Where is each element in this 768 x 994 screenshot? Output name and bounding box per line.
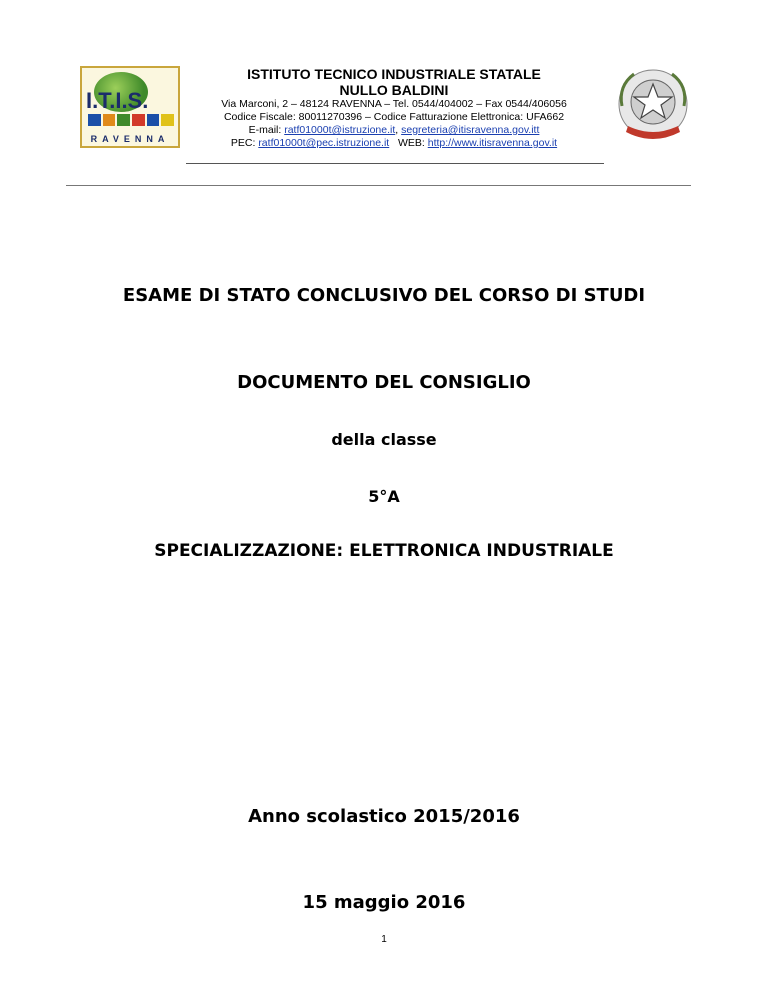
- page-number: 1: [381, 934, 387, 945]
- specialization: SPECIALIZZAZIONE: ELETTRONICA INDUSTRIALE: [154, 541, 614, 561]
- republic-emblem-icon: [612, 66, 694, 146]
- pec-link[interactable]: ratf01000t@pec.istruzione.it: [258, 137, 390, 149]
- email-line: [196, 124, 592, 137]
- document-date: 15 maggio 2016: [302, 892, 466, 913]
- letterhead: [196, 66, 592, 150]
- institute-name-line1: ISTITUTO TECNICO INDUSTRIALE STATALE: [247, 66, 541, 82]
- logo-city: RAVENNA: [90, 134, 170, 144]
- class-name: 5°A: [368, 487, 400, 506]
- fiscal-line: Codice Fiscale: 80011270396 – Codice Fatturazione Elettronica: UFA662: [223, 111, 565, 123]
- web-label: WEB:: [389, 137, 428, 149]
- institute-name-line2: NULLO BALDINI: [339, 82, 449, 98]
- school-year: Anno scolastico 2015/2016: [248, 806, 520, 827]
- email-link-1[interactable]: ratf01000t@istruzione.it: [284, 124, 396, 136]
- email-link-2[interactable]: segreteria@itisravenna.gov.itt: [401, 124, 540, 136]
- logo-letters: I.T.I.S.: [86, 88, 149, 113]
- page-header-rule: [66, 185, 691, 186]
- letterhead-underline: [186, 163, 604, 164]
- email-separator: ,: [395, 124, 402, 136]
- exam-title: ESAME DI STATO CONCLUSIVO DEL CORSO DI STUDI: [122, 285, 646, 306]
- itis-logo: [80, 66, 180, 148]
- pec-line: [196, 137, 592, 150]
- logo-pictogram-strip: [88, 114, 174, 126]
- document-title: DOCUMENTO DEL CONSIGLIO: [237, 372, 531, 393]
- address-line: Via Marconi, 2 – 48124 RAVENNA – Tel. 0544/404002 – Fax 0544/406056: [221, 98, 567, 110]
- email-label: E-mail:: [248, 124, 285, 136]
- web-link[interactable]: http://www.itisravenna.gov.it: [427, 137, 558, 149]
- pec-label: PEC:: [230, 137, 259, 149]
- class-label: della classe: [331, 430, 437, 449]
